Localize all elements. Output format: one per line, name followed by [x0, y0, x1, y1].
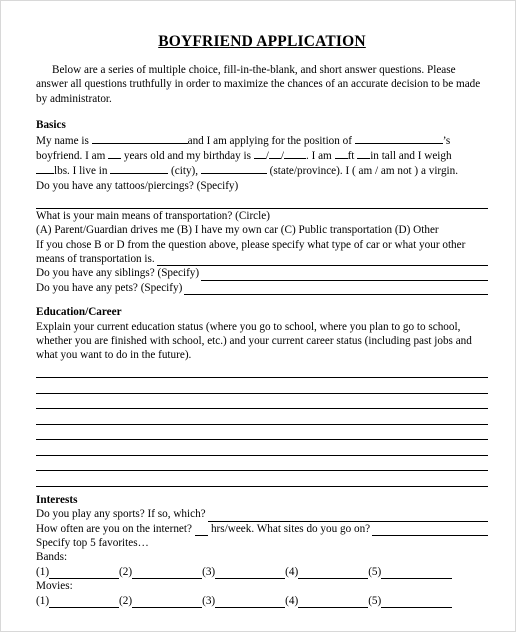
label-city: (city),	[171, 165, 199, 178]
name-field[interactable]	[92, 133, 188, 144]
movie-slot-3	[202, 594, 285, 608]
band-field-4[interactable]	[298, 568, 368, 579]
label-sports: Do you play any sports? If so, which?	[36, 508, 206, 521]
transport-specify-field[interactable]	[157, 254, 488, 266]
movie-slot-5	[368, 594, 452, 608]
band-slot-1	[36, 565, 119, 579]
transport-question: What is your main means of transportation? (Circle)	[36, 209, 270, 222]
slot-label: (2)	[119, 594, 133, 607]
movie-field-5[interactable]	[381, 597, 452, 608]
section-heading-education: Education/Career	[36, 306, 122, 319]
slot-label: (5)	[368, 594, 382, 607]
slot-label: (3)	[202, 594, 216, 607]
birth-day-field[interactable]	[269, 148, 281, 159]
education-answer-line[interactable]	[36, 363, 488, 379]
state-field[interactable]	[201, 163, 267, 174]
slot-label: (5)	[368, 565, 382, 578]
sports-row	[36, 507, 488, 521]
section-heading-interests: Interests	[36, 493, 78, 506]
transport-followup: If you chose B or D from the question above, please specify what type of car or what your other	[36, 238, 466, 251]
name-line	[36, 133, 488, 148]
label-internet: How often are you on the internet?	[36, 522, 192, 535]
age-line	[36, 148, 488, 163]
band-slot-4	[285, 565, 368, 579]
slot-label: (4)	[285, 594, 299, 607]
education-answer-line[interactable]	[36, 471, 488, 487]
pets-row	[36, 281, 488, 295]
band-slot-3	[202, 565, 285, 579]
slot-label: (1)	[36, 594, 50, 607]
movie-field-4[interactable]	[298, 597, 368, 608]
slot-label: (4)	[285, 565, 299, 578]
city-field[interactable]	[110, 163, 168, 174]
band-slot-5	[368, 565, 452, 579]
slot-label: (1)	[36, 565, 50, 578]
sports-field[interactable]	[208, 510, 488, 522]
movies-row	[36, 594, 488, 608]
education-prompt: Explain your current education status (where you go to school, where you plan to go to school, whether you are finished with school, etc.) and your current career status (including past jobs and what you want to do in the future).	[36, 320, 472, 362]
transport-options[interactable]: (A) Parent/Guardian drives me (B) I have my own car (C) Public transportation (D) Other	[36, 224, 439, 237]
education-answer-line[interactable]	[36, 378, 488, 394]
education-answer-lines	[36, 363, 488, 487]
tattoos-answer-line[interactable]	[36, 193, 488, 209]
movies-label: Movies:	[36, 580, 73, 593]
label-state-virgin: (state/province). I ( am / am not ) a virgin.	[269, 165, 459, 178]
movie-field-1[interactable]	[49, 597, 119, 608]
band-field-1[interactable]	[49, 568, 119, 579]
height-ft-field[interactable]	[335, 148, 348, 159]
intro-paragraph: Below are a series of multiple choice, fill-in-the-blank, and short answer questions. Please answer all questions truthfully in order to maximize the chances of an accurate decision to be made by administrator.	[36, 64, 481, 105]
band-field-5[interactable]	[381, 568, 452, 579]
slot-label: (3)	[202, 565, 216, 578]
label-weigh: in tall and I weigh	[370, 150, 452, 163]
education-answer-line[interactable]	[36, 425, 488, 441]
movie-slot-1	[36, 594, 119, 608]
age-field[interactable]	[108, 148, 121, 159]
slot-label: (2)	[119, 565, 133, 578]
internet-row	[36, 522, 488, 536]
transport-specify-row	[36, 252, 488, 266]
position-field[interactable]	[355, 133, 443, 144]
height-in-field[interactable]	[357, 148, 370, 159]
sites-field[interactable]	[372, 524, 488, 536]
birth-month-field[interactable]	[254, 148, 266, 159]
label-i-am: . I am	[305, 150, 332, 163]
pets-field[interactable]	[184, 283, 488, 295]
education-answer-line[interactable]	[36, 456, 488, 472]
label-ft: ft	[347, 150, 355, 163]
weight-field[interactable]	[36, 163, 54, 174]
label-sites: hrs/week. What sites do you go on?	[210, 522, 371, 535]
section-heading-basics: Basics	[36, 119, 66, 132]
label-birthday: years old and my birthday is	[123, 150, 251, 163]
slash-1: /	[265, 150, 269, 163]
education-answer-line[interactable]	[36, 394, 488, 410]
favorites-instruction: Specify top 5 favorites…	[36, 537, 149, 550]
internet-hours-field[interactable]	[195, 525, 208, 536]
label-siblings: Do you have any siblings? (Specify)	[36, 267, 200, 280]
education-answer-line[interactable]	[36, 440, 488, 456]
siblings-row	[36, 266, 488, 280]
band-field-3[interactable]	[215, 568, 285, 579]
location-line	[36, 163, 488, 178]
label-possessive: ’s	[442, 134, 451, 147]
label-name: My name is	[36, 134, 89, 147]
label-boyfriend: boyfriend. I am	[36, 150, 106, 163]
education-answer-line[interactable]	[36, 409, 488, 425]
label-pets: Do you have any pets? (Specify)	[36, 281, 183, 294]
bands-label: Bands:	[36, 551, 68, 564]
page-title: BOYFRIEND APPLICATION	[158, 33, 366, 50]
tattoos-question: Do you have any tattoos/piercings? (Specify)	[36, 179, 239, 192]
movie-field-2[interactable]	[132, 597, 202, 608]
label-means: means of transportation is.	[36, 252, 155, 265]
movie-slot-4	[285, 594, 368, 608]
birth-year-field[interactable]	[284, 148, 306, 159]
movie-slot-2	[119, 594, 202, 608]
siblings-field[interactable]	[201, 269, 488, 281]
movie-field-3[interactable]	[215, 597, 285, 608]
label-position: and I am applying for the position of	[187, 134, 352, 147]
slash-2: /	[280, 150, 284, 163]
bands-row	[36, 565, 488, 579]
label-live-in: lbs. I live in	[54, 165, 108, 178]
band-field-2[interactable]	[132, 568, 202, 579]
band-slot-2	[119, 565, 202, 579]
form-body	[36, 33, 488, 608]
